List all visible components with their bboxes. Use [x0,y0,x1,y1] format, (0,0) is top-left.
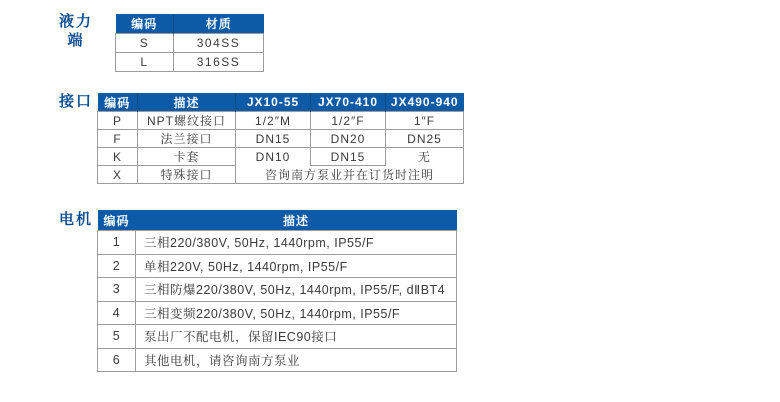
cell-value: 1/2″F [311,112,386,130]
cell-code: 3 [98,278,136,302]
cell-code: P [98,112,138,130]
cell-code: 5 [98,325,136,349]
table-row [98,278,457,302]
cell-code: 2 [98,254,136,278]
section-label-line: 端 [67,32,85,49]
table-row [116,53,264,72]
table-row [98,348,457,372]
cell-description: 三相220/380V, 50Hz, 1440rpm, IP55/F [136,231,457,255]
interface-table [97,93,464,184]
cell-value: DN10 [236,148,311,166]
cell-material: 316SS [174,53,264,72]
cell-description: 法兰接口 [138,130,236,148]
table-row [98,301,457,325]
header-cell-jx10-55: JX10-55 [236,93,311,112]
hydraulic-end-table [115,14,264,72]
table-row [116,34,264,53]
table-row [98,254,457,278]
table-row [98,148,464,166]
cell-description: 特殊接口 [138,166,236,184]
cell-code: L [116,53,174,72]
cell-code: 1 [98,231,136,255]
table-row [98,130,464,148]
cell-description: 单相220V, 50Hz, 1440rpm, IP55/F [136,254,457,278]
cell-code: K [98,148,138,166]
table-row [98,231,457,255]
header-cell-code: 编码 [116,14,174,34]
section-label-motor: 电机 [58,211,93,228]
table-row [98,112,464,130]
cell-description: 其他电机，请咨询南方泵业 [136,348,457,372]
header-cell-description: 描述 [136,210,457,231]
cell-description: 泵出厂不配电机，保留IEC90接口 [136,325,457,349]
motor-table [97,210,457,372]
table-row [98,166,464,184]
table-row [98,325,457,349]
cell-note-merged: 咨询南方泵业并在订货时注明 [236,166,464,184]
header-cell-description: 描述 [138,93,236,112]
cell-value: DN25 [386,130,464,148]
cell-code: S [116,34,174,53]
cell-value: 无 [386,148,464,166]
section-label-interface: 接口 [58,93,93,110]
cell-value: 1″F [386,112,464,130]
cell-code: F [98,130,138,148]
header-cell-code: 编码 [98,210,136,231]
cell-material: 304SS [174,34,264,53]
cell-value: DN15 [236,130,311,148]
header-row [98,210,457,231]
header-cell-jx490-940: JX490-940 [386,93,464,112]
cell-code: X [98,166,138,184]
cell-description: NPT螺纹接口 [138,112,236,130]
cell-description: 三相防爆220/380V, 50Hz, 1440rpm, IP55/F, dⅡBT4 [136,278,457,302]
cell-description: 卡套 [138,148,236,166]
header-cell-material: 材质 [174,14,264,34]
header-cell-jx70-410: JX70-410 [311,93,386,112]
header-row [116,14,264,34]
section-label-line: 液力 [58,13,93,30]
section-label-hydraulic-end [55,12,97,50]
header-cell-code: 编码 [98,93,138,112]
header-row [98,93,464,112]
cell-value: DN20 [311,130,386,148]
cell-code: 6 [98,348,136,372]
cell-description: 三相变频220/380V, 50Hz, 1440rpm, IP55/F [136,301,457,325]
cell-code: 4 [98,301,136,325]
cell-value: DN15 [311,148,386,166]
cell-value: 1/2″M [236,112,311,130]
